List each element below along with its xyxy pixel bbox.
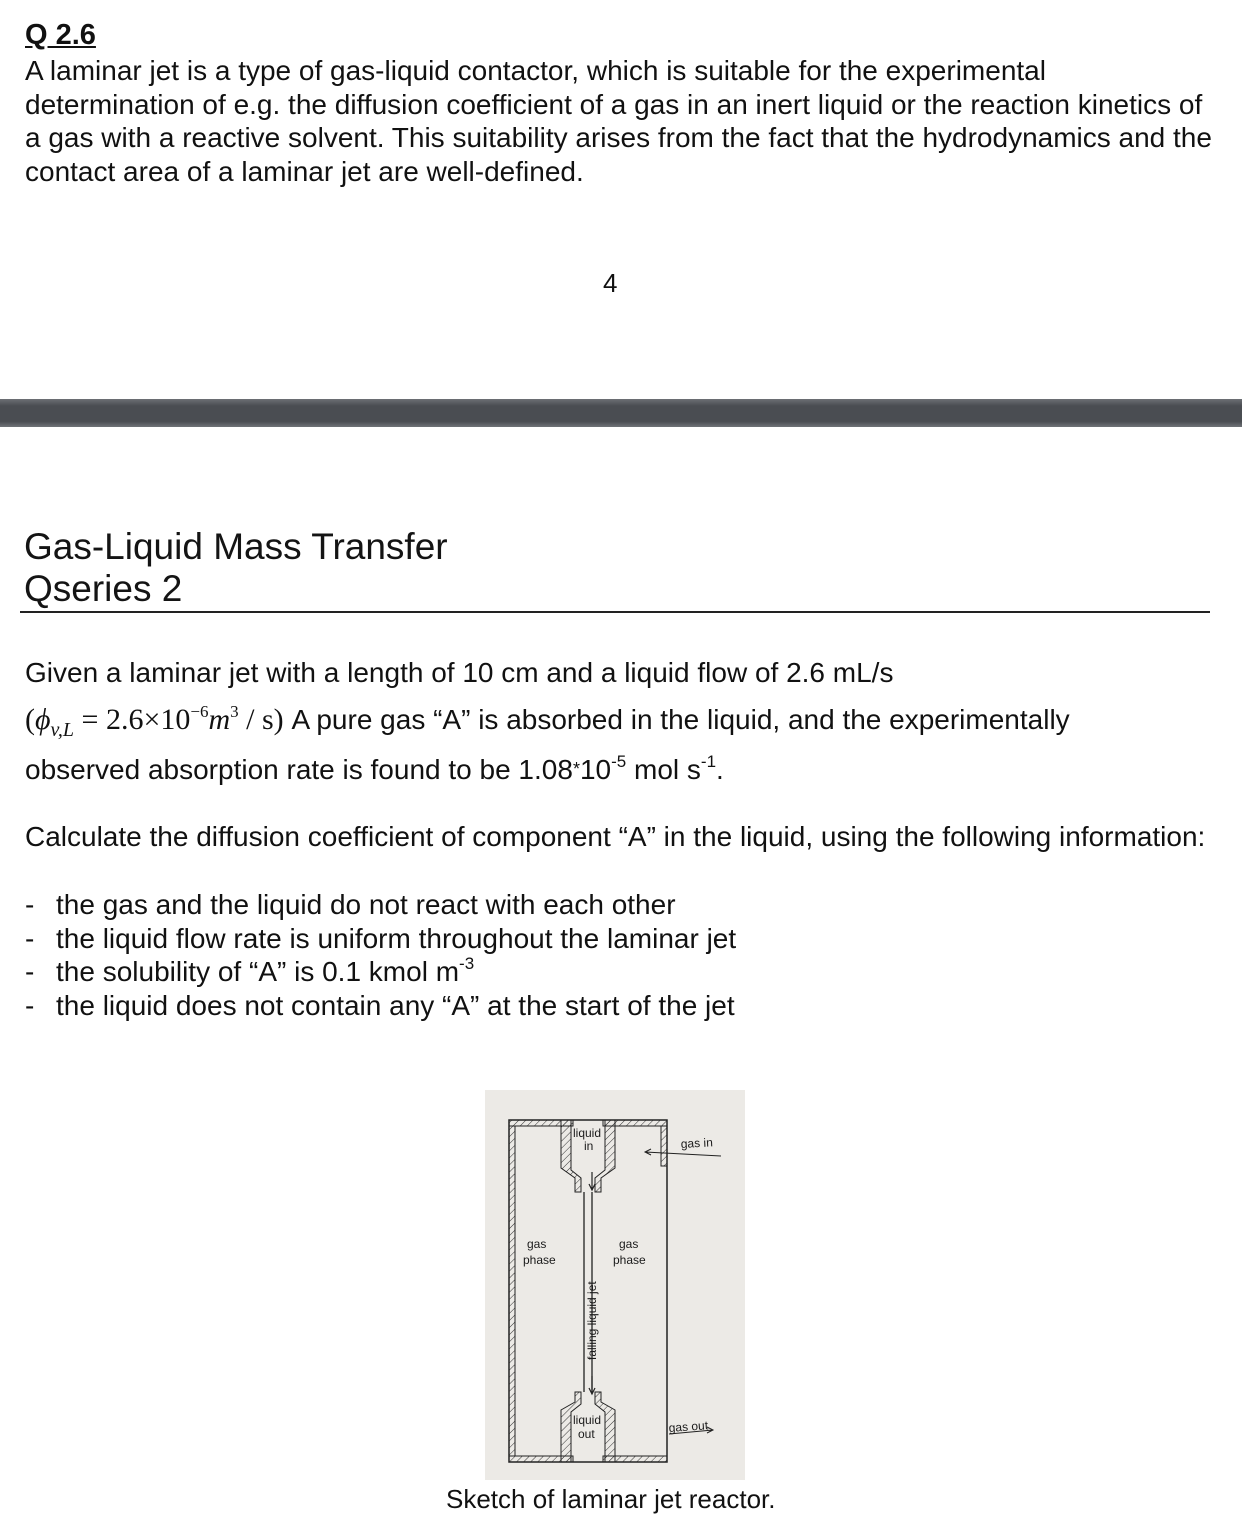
condition-text: the liquid does not contain any “A” at the start of the jet <box>56 989 735 1021</box>
phi-subscript: v,L <box>50 719 75 741</box>
equation-unit: m <box>208 703 231 736</box>
course-heading <box>24 526 448 610</box>
label-gas-phase-left-1: gas <box>527 1237 547 1251</box>
conditions-list <box>25 888 736 1022</box>
rate-base: 10 <box>579 754 612 785</box>
phi-symbol: ϕ <box>35 703 51 736</box>
heading-rule <box>20 611 1210 613</box>
rate-text: observed absorption rate is found to be 1.08 <box>25 754 573 785</box>
task-paragraph: Calculate the diffusion coefficient of component “A” in the liquid, using the following information: <box>25 821 1206 852</box>
reactor-sketch <box>485 1090 745 1480</box>
equation-unit-rest: / s) <box>238 703 284 736</box>
condition-item <box>25 922 736 956</box>
rate-unit: mol s <box>626 754 701 785</box>
equation-line <box>25 700 1070 750</box>
label-liquid-out-2: out <box>578 1427 595 1441</box>
label-falling-jet: falling liquid jet <box>585 1281 599 1360</box>
label-gas-phase-left-2: phase <box>523 1253 556 1267</box>
given-line-2: A pure gas “A” is absorbed in the liquid, and the experimentally <box>291 704 1070 735</box>
label-liquid-out-1: liquid <box>573 1413 602 1427</box>
given-line: Given a laminar jet with a length of 10 cm and a liquid flow of 2.6 mL/s <box>25 657 894 688</box>
left-wall <box>509 1126 515 1456</box>
bullet-dash: - <box>25 989 35 1021</box>
course-subtitle: Qseries 2 <box>24 568 183 609</box>
rate-unit-exponent: -1 <box>700 752 717 771</box>
page-divider <box>0 399 1242 427</box>
condition-item <box>25 955 736 989</box>
label-liquid-in-1: liquid <box>573 1126 602 1140</box>
question-number: Q 2.6 <box>25 19 96 51</box>
label-gas-in: gas in <box>680 1135 714 1151</box>
bullet-dash: - <box>25 922 35 954</box>
condition-text: the liquid flow rate is uniform throughout the laminar jet <box>56 922 737 954</box>
label-gas-out: gas out <box>668 1418 709 1435</box>
condition-exponent: -3 <box>459 954 475 973</box>
flow-equation: $(\phi_{v,L} = 2.6\times 10^{-6}m^3 / s)$ <box>25 702 284 741</box>
equation-exponent: −6 <box>190 702 209 721</box>
condition-text: the gas and the liquid do not react with each other <box>56 889 676 920</box>
rate-times: * <box>572 759 580 779</box>
course-title: Gas-Liquid Mass Transfer <box>24 526 448 567</box>
rate-end: . <box>716 754 724 785</box>
condition-text: the solubility of “A” is 0.1 kmol m <box>56 956 460 987</box>
label-liquid-in-2: in <box>584 1139 594 1153</box>
condition-item <box>25 888 736 922</box>
bullet-dash: - <box>25 889 35 920</box>
condition-item <box>25 989 736 1023</box>
absorption-rate-line <box>25 753 1215 787</box>
intro-paragraph: A laminar jet is a type of gas-liquid contactor, which is suitable for the experimental determination of e.g. the diffusion coefficient of a gas in an inert liquid or the reaction kinetics of a gas with a reactive solvent. This suitability arises from the fact that the hydrodynamics and the contact area of a laminar jet are well-defined. <box>25 55 1212 187</box>
equation-unit-exponent: 3 <box>230 702 239 721</box>
right-wall-upper <box>661 1126 667 1166</box>
label-gas-phase-right-2: phase <box>613 1253 646 1267</box>
label-gas-phase-right-1: gas <box>619 1237 639 1251</box>
reactor-sketch-photo <box>485 1090 745 1480</box>
rate-exponent: -5 <box>611 752 627 771</box>
bullet-dash: - <box>25 956 35 987</box>
equation-value: = 2.6×10 <box>74 703 191 736</box>
page-number: 4 <box>603 268 618 298</box>
figure-caption: Sketch of laminar jet reactor. <box>446 1484 776 1514</box>
